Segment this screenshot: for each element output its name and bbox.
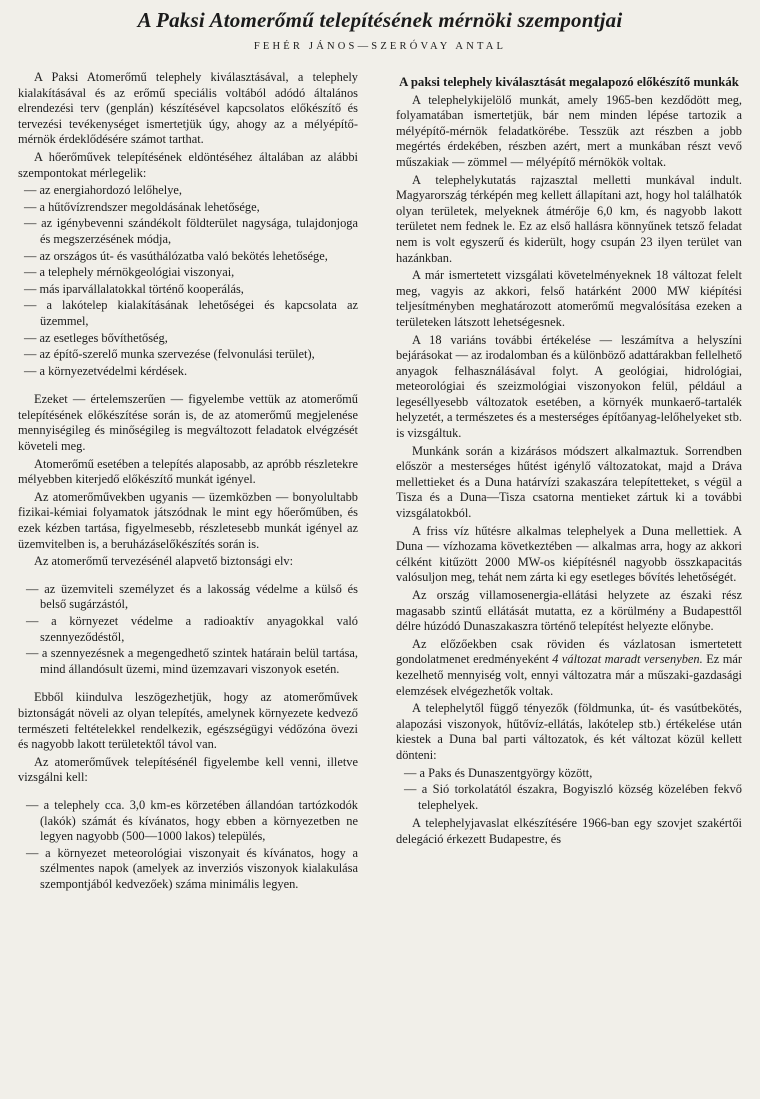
paragraph: Ebből kiindulva leszögezhetjük, hogy az atomerőművek biztonságát növeli az olyan telepítés, amelynek környezete kedvező természeti feltételekkel rendelkezik, egészségügyi védőzóna övezi és nagyobb lakott területektől távol van.: [18, 690, 358, 752]
criteria-list: [18, 183, 358, 379]
article-title: A Paksi Atomerőmű telepítésének mérnöki szempontjai: [137, 8, 623, 32]
list-item: — a környezetvédelmi kérdések.: [24, 363, 188, 378]
right-column: [396, 75, 742, 850]
paragraph: A telephelykijelölő munkát, amely 1965-ben kezdődött meg, folyamatában ismertetjük, bár nem minden lépése tartozik a mélyépítő-mérnök feladatkörébe. Tesszük azt részben a jobb megértés érdekében, részben azért, mert a munkában részt vevő műszakiak — zömmel — mélyépítő mérnökök voltak.: [396, 92, 742, 169]
list-item: — a Paks és Dunaszentgyörgy között,: [404, 765, 593, 780]
paragraph: Ezeket — értelemszerűen — figyelembe vettük az atomerőmű telepítésének előkészítése során is, de az atomerőmű megjelenése mennyiségileg és minőségileg is megváltozott feladatok elvégzését követeli meg.: [18, 392, 358, 454]
list-item: — a környezet védelme a radioaktív anyagokkal való szennyeződéstől,: [26, 614, 358, 644]
section-heading: A paksi telephely kiválasztását megalapozó előkészítő munkák: [399, 75, 739, 89]
list-item: — az országos út- és vasúthálózatba való bekötés lehetősége,: [24, 248, 328, 263]
paragraph: A telephelyjavaslat elkészítésére 1966-ban egy szovjet szakértői delegáció érkezett Budapestre, és: [396, 816, 742, 846]
safety-principles-list: [18, 582, 358, 678]
left-column: [18, 70, 358, 896]
list-item: — az esetleges bővíthetőség,: [24, 330, 168, 345]
paragraph: Atomerőmű esetében a telepítés alaposabb, az apróbb részletekre mélyebben kiterjedő előkészítő munkát igényel.: [18, 456, 358, 487]
paragraph-text: Ez már kezelhető mennyiség volt, ennyi változatra már a műszaki-gazdasági elemzések elvégezhetők voltak.: [396, 652, 743, 698]
paragraph: [396, 637, 742, 699]
paragraph: A Paksi Atomerőmű telephely kiválasztásával, a telephely kialakításával és az erőmű speciális voltából adódó általános elrendezési terv (genplán) készítésével kapcsolatos előkészítő és tervezési tevékenységet ismertetjük úgy, ahogy az a mélyépítő-mérnök érdeklődésére számot tarthat.: [18, 70, 358, 147]
list-item: — a szennyezésnek a megengedhető szintek határain belül tartása, mind állandósult üzemi, mind üzemzavari viszonyok esetén.: [26, 646, 358, 676]
site-options-list: [396, 766, 742, 814]
list-item: — a környezet meteorológiai viszonyait és kívánatos, hogy a szélmentes napok (amelyek az inverziós viszonyok kialakulása szempontjából kedvezőek) száma minimális legyen.: [26, 845, 358, 891]
paragraph: A már ismertetett vizsgálati követelményeknek 18 változat felelt meg, vagyis az akkori, felső határként 2000 MW kiépítési teljesítményben meghatározott atomerőmű megvalósítása ezeken a területeken látszott lehetségesnek.: [396, 268, 742, 329]
paragraph: A friss víz hűtésre alkalmas telephelyek a Duna mellettiek. A Duna — vízhozama következtében — alkalmas arra, hogy az akkori célként kitűzött 2000 MW-os kiépítésnél nagyobb összkapacitás valósuljon meg, tehát nem zárta ki egy esetleges bővítés lehetőségét.: [396, 523, 742, 585]
list-item: — az igénybevenni szándékolt földterület nagysága, tulajdonjoga és megszerzésének módja,: [24, 216, 358, 246]
paragraph: A 18 variáns további értékelése — leszámítva a helyszíni bejárásokat — az irodalomban és a különböző adattárakban fellelhető anyagok felhasználásával folyt. A geológiai, hidrológiai, meteorológiai és szeizmológiai viszonyokon felül, például a legeséllyesebb változatok esetében, a környék munkaerő-tartalék helyzetét, a természetes és a mesterséges építőanyag-lelőhelyeket stb. is vizsgáltuk.: [396, 332, 742, 441]
paragraph: Az ország villamosenergia-ellátási helyzete az északi rész magasabb szintű ellátását mutatta, ez a körülmény a Budapesttől délre húzódó Dunaszakaszra történő telepítést helyezte előnybe.: [396, 588, 742, 634]
list-item: — más iparvállalatokkal történő kooperálás,: [24, 281, 244, 296]
emphasis-text: 4 változat maradt versenyben.: [552, 652, 703, 667]
list-item: — a Sió torkolatától északra, Bogyiszló község közelében fekvő telephelyek.: [404, 782, 742, 812]
paragraph-text: Az előzőekben csak röviden és vázlatosan ismertetett gondolatmenet eredményeként: [396, 636, 742, 667]
list-item: — a hűtővízrendszer megoldásának lehetősége,: [24, 199, 260, 214]
paragraph: A telephelykutatás rajzasztal melletti munkával indult. Magyarország térképén meg kellett állapítani azt, hogy hol találhatók olyan területek, melyeknek átmérője 6,0 km, és nagyobb lakott területet nem fednek le. Ez az első hallásra könnyűnek tetsző feladat nem is volt egyszerű és kiderült, hogy csupán 23 ilyen terület van hazánkban.: [396, 172, 742, 265]
paragraph: Az atomerőművek telepítésénél figyelembe kell venni, illetve vizsgálni kell:: [18, 754, 358, 785]
article-authors: FEHÉR JÁNOS—SZERÓVAY ANTAL: [253, 41, 507, 52]
paragraph: A telephelytől függő tényezők (földmunka, út- és vasútbekötés, alapozási viszonyok, hűtővíz-ellátás, lakótelep stb.) értékelése után kiestek a Duna bal parti változatok, és két változat közül kellett dönteni:: [396, 701, 742, 762]
list-item: — a telephely cca. 3,0 km-es körzetében állandóan tartózkodók (lakók) számát és kívánatos, hogy ebben a környezetben ne legyen nagyobb (500—1000 lakos) település,: [26, 797, 358, 844]
list-item: — az építő-szerelő munka szervezése (felvonulási terület),: [24, 347, 315, 362]
siting-requirements-list: [18, 798, 358, 893]
paragraph: A hőerőművek telepítésének eldöntéséhez általában az alábbi szempontokat mérlegelik:: [18, 149, 358, 180]
list-item: — az energiahordozó lelőhelye,: [24, 183, 183, 198]
paragraph: Munkánk során a kizárásos módszert alkalmaztuk. Sorrendben először a mesterséges hűtést igénylő változatokat, majd a Dráva mellettieket és a Duna határvízi szakaszára telepítetteket, s végül a Tisza és a Duna—Tisza csatorna mentieket zártuk ki a további vizsgálatokból.: [396, 443, 742, 521]
list-item: — a lakótelep kialakításának lehetőségei és kapcsolata az üzemmel,: [24, 298, 358, 328]
list-item: — az üzemviteli személyzet és a lakosság védelme a külső és belső sugárzástól,: [26, 581, 358, 612]
paragraph: Az atomerőmű tervezésénél alapvető biztonsági elv:: [34, 554, 294, 569]
paragraph: Az atomerőművekben ugyanis — üzemközben — bonyolultabb fizikai-kémiai folyamatok játszódnak le mint egy hőerőműben, és ezek kézben tartása, figyelmesebb, részletesebb munkát igényel az üzemvitelben is, a beruházáselőkészítés során is.: [18, 489, 358, 551]
list-item: — a telephely mérnökgeológiai viszonyai,: [24, 265, 235, 280]
